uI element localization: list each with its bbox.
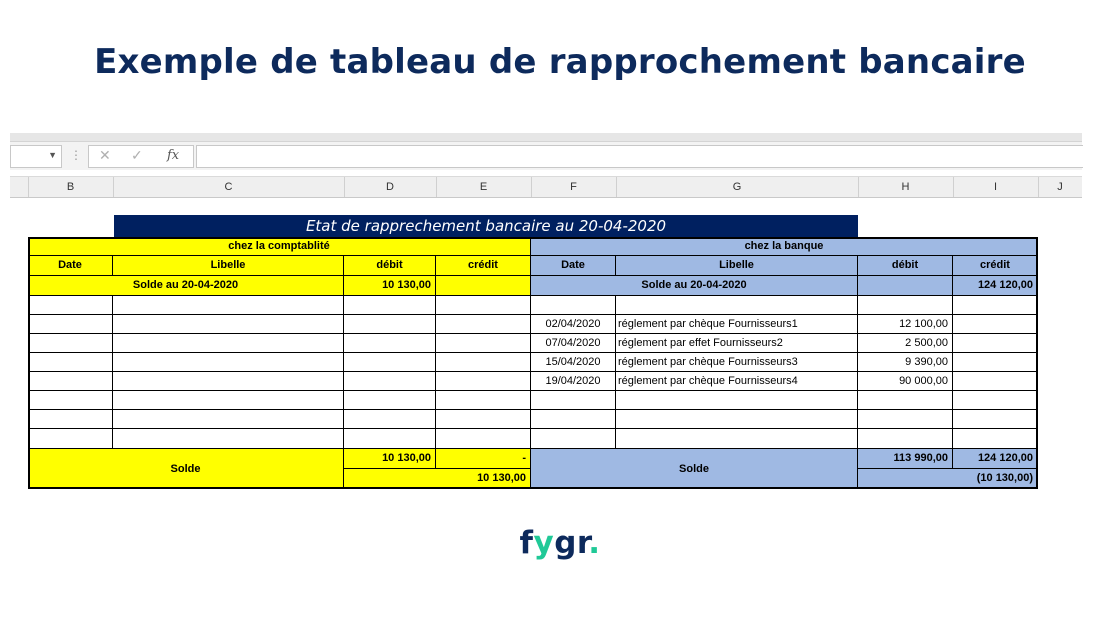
banque-debit-cell[interactable]: 12 100,00 [858,315,953,334]
compta-libelle-cell[interactable] [113,372,344,391]
column-header-h[interactable]: H [858,177,954,197]
confirm-icon[interactable]: ✓ [131,147,143,163]
compta-solde-credit: - [436,449,531,469]
compta-solde-debit: 10 130,00 [344,449,436,469]
banque-date-cell[interactable] [531,391,616,410]
banque-libelle-cell[interactable]: réglement par effet Fournisseurs2 [616,334,858,353]
formula-buttons [88,145,194,168]
compta-debit-cell[interactable] [344,315,436,334]
banque-date-cell[interactable] [531,296,616,315]
banque-libelle-cell[interactable] [616,391,858,410]
banque-debit-cell[interactable] [858,391,953,410]
compta-debit-cell[interactable] [344,410,436,429]
compta-header: chez la comptablité [28,237,531,256]
column-header-j[interactable]: J [1057,181,1063,193]
column-header-g[interactable]: G [616,177,859,197]
banque-opening-debit [858,276,953,296]
page-title: Exemple de tableau de rapprochement bancaire [94,42,1026,82]
compta-solde-label: Solde [28,449,344,489]
column-header-a[interactable] [10,177,29,197]
banque-col-debit: débit [858,256,953,276]
banque-debit-cell[interactable]: 90 000,00 [858,372,953,391]
banque-col-date: Date [531,256,616,276]
column-header-i[interactable]: I [953,177,1039,197]
banque-libelle-cell[interactable] [616,410,858,429]
table-title: Etat de rapprechement bancaire au 20-04-2020 [114,215,858,237]
banque-date-cell[interactable] [531,410,616,429]
banque-debit-cell[interactable]: 2 500,00 [858,334,953,353]
compta-debit-cell[interactable] [344,391,436,410]
compta-debit-cell[interactable] [344,353,436,372]
banque-debit-cell[interactable]: 9 390,00 [858,353,953,372]
compta-debit-cell[interactable] [344,372,436,391]
compta-date-cell[interactable] [28,429,113,449]
compta-col-debit: débit [344,256,436,276]
banque-debit-cell[interactable] [858,429,953,449]
compta-date-cell[interactable] [28,391,113,410]
fygr-logo: fygr. [519,525,601,561]
compta-libelle-cell[interactable] [113,334,344,353]
compta-date-cell[interactable] [28,296,113,315]
compta-libelle-cell[interactable] [113,315,344,334]
banque-opening-credit: 124 120,00 [953,276,1038,296]
banque-date-cell[interactable] [531,429,616,449]
chevron-down-icon[interactable]: ▼ [48,150,57,160]
banque-credit-cell[interactable] [953,410,1038,429]
compta-debit-cell[interactable] [344,429,436,449]
cancel-icon[interactable]: ✕ [99,147,111,163]
banque-date-cell[interactable]: 15/04/2020 [531,353,616,372]
banque-libelle-cell[interactable]: réglement par chèque Fournisseurs1 [616,315,858,334]
compta-date-cell[interactable] [28,315,113,334]
compta-credit-cell[interactable] [436,353,531,372]
banque-debit-cell[interactable] [858,410,953,429]
banque-col-libelle: Libelle [616,256,858,276]
compta-libelle-cell[interactable] [113,353,344,372]
banque-date-cell[interactable]: 19/04/2020 [531,372,616,391]
compta-credit-cell[interactable] [436,315,531,334]
compta-credit-cell[interactable] [436,429,531,449]
banque-credit-cell[interactable] [953,391,1038,410]
compta-credit-cell[interactable] [436,410,531,429]
compta-libelle-cell[interactable] [113,410,344,429]
compta-solde-net: 10 130,00 [344,469,531,489]
banque-libelle-cell[interactable] [616,296,858,315]
banque-col-credit: crédit [953,256,1038,276]
compta-credit-cell[interactable] [436,391,531,410]
banque-solde-debit: 113 990,00 [858,449,953,469]
compta-libelle-cell[interactable] [113,429,344,449]
grip-icon: ⋮ [70,148,82,162]
compta-date-cell[interactable] [28,334,113,353]
ribbon-edge [10,133,1082,142]
banque-credit-cell[interactable] [953,315,1038,334]
banque-opening-label: Solde au 20-04-2020 [531,276,858,296]
formula-bar [10,142,1082,170]
banque-header: chez la banque [531,237,1038,256]
reconciliation-grid [28,237,1038,489]
banque-credit-cell[interactable] [953,296,1038,315]
banque-libelle-cell[interactable] [616,429,858,449]
banque-solde-net: (10 130,00) [858,469,1038,489]
compta-debit-cell[interactable] [344,334,436,353]
column-header-e[interactable]: E [436,177,532,197]
name-box[interactable] [10,145,62,168]
compta-libelle-cell[interactable] [113,296,344,315]
banque-solde-label: Solde [531,449,858,489]
compta-libelle-cell[interactable] [113,391,344,410]
compta-credit-cell[interactable] [436,334,531,353]
column-header-d[interactable]: D [344,177,437,197]
column-headers [10,176,1082,198]
compta-col-credit: crédit [436,256,531,276]
banque-date-cell[interactable]: 07/04/2020 [531,334,616,353]
compta-col-date: Date [28,256,113,276]
banque-libelle-cell[interactable]: réglement par chèque Fournisseurs4 [616,372,858,391]
insert-function-icon[interactable]: fx [167,148,180,163]
banque-date-cell[interactable]: 02/04/2020 [531,315,616,334]
column-header-c[interactable]: C [113,177,345,197]
banque-credit-cell[interactable] [953,334,1038,353]
compta-opening-debit: 10 130,00 [344,276,436,296]
banque-solde-credit: 124 120,00 [953,449,1038,469]
banque-credit-cell[interactable] [953,353,1038,372]
formula-input[interactable] [196,145,1083,168]
compta-credit-cell[interactable] [436,372,531,391]
compta-date-cell[interactable] [28,372,113,391]
compta-debit-cell[interactable] [344,296,436,315]
banque-credit-cell[interactable] [953,372,1038,391]
column-header-f[interactable]: F [531,177,617,197]
banque-credit-cell[interactable] [953,429,1038,449]
column-header-b[interactable]: B [28,177,114,197]
compta-date-cell[interactable] [28,410,113,429]
compta-credit-cell[interactable] [436,296,531,315]
banque-libelle-cell[interactable]: réglement par chèque Fournisseurs3 [616,353,858,372]
banque-debit-cell[interactable] [858,296,953,315]
compta-opening-credit [436,276,531,296]
compta-date-cell[interactable] [28,353,113,372]
compta-col-libelle: Libelle [113,256,344,276]
compta-opening-label: Solde au 20-04-2020 [28,276,344,296]
